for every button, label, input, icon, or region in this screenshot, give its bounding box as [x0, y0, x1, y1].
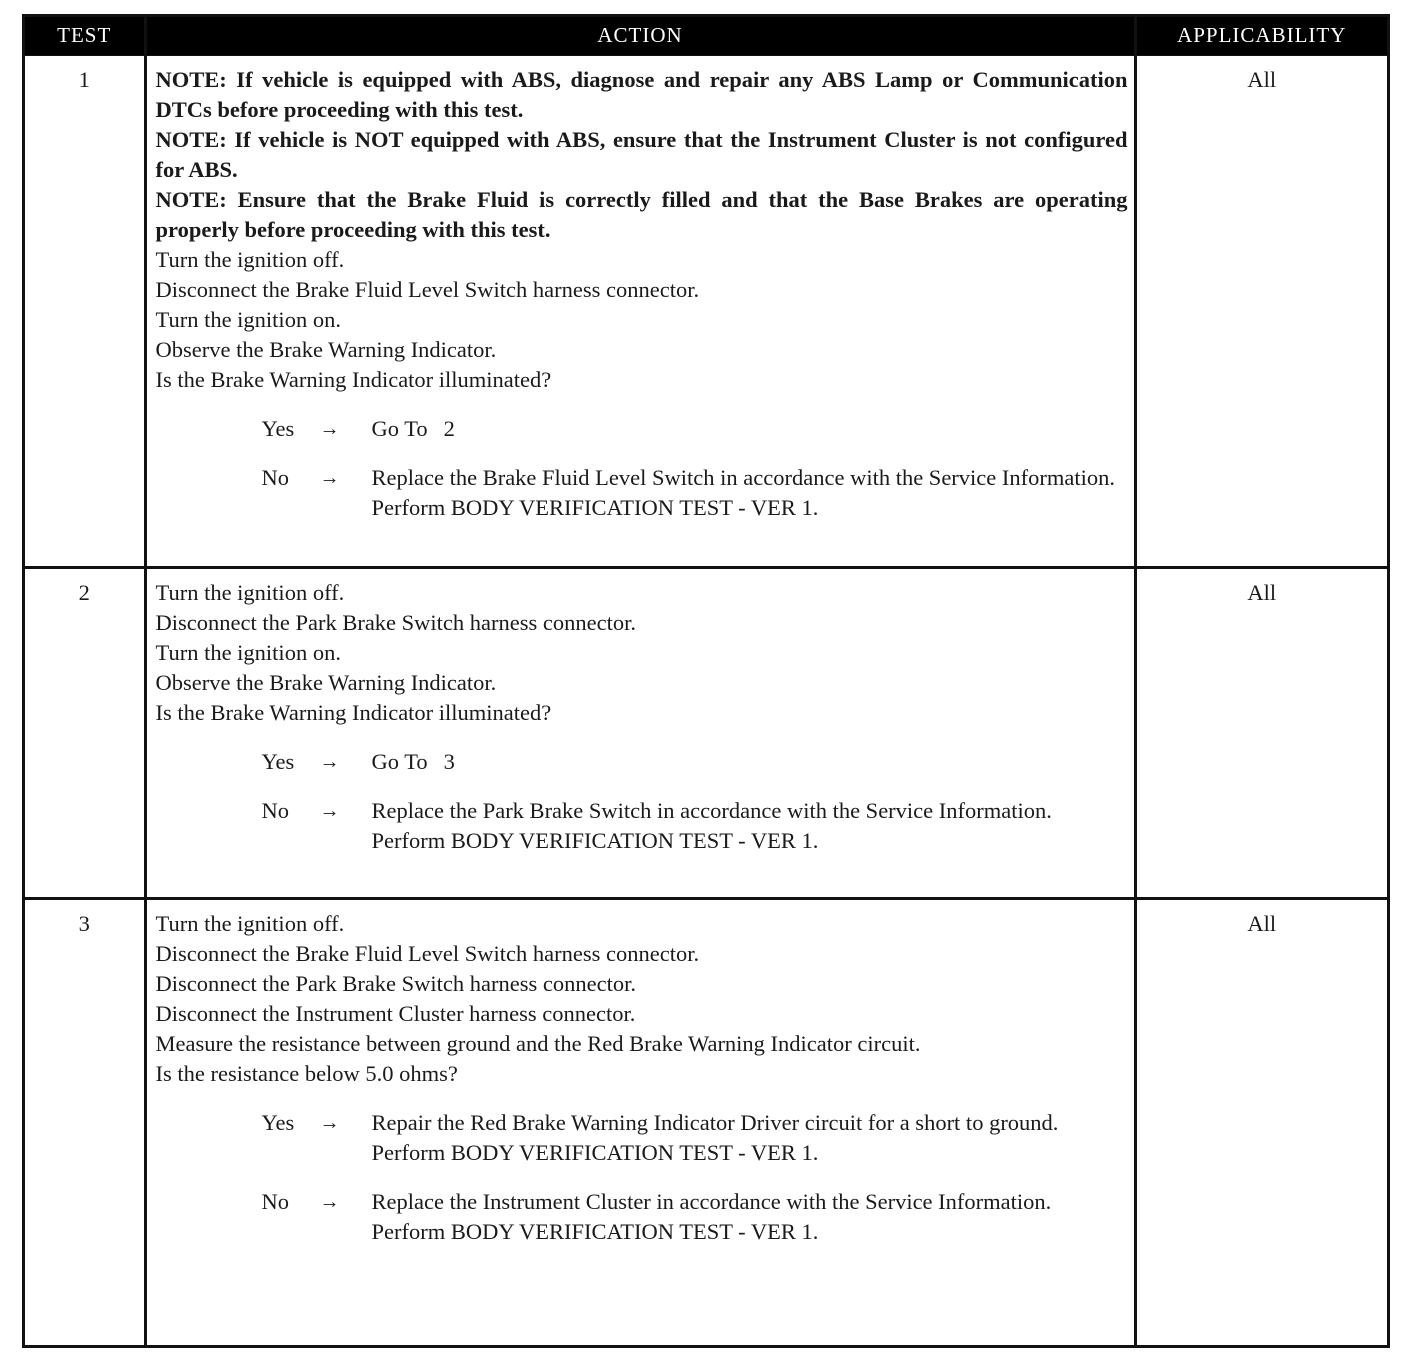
yes-answer: [156, 414, 1128, 444]
action-cell: [145, 898, 1135, 1345]
goto-label: Go To: [371, 415, 428, 441]
verification-text: Perform BODY VERIFICATION TEST - VER 1.: [371, 1139, 819, 1165]
no-result-text: Replace the Park Brake Switch in accordance with the Service Information.: [371, 797, 1052, 823]
right-arrow-icon: →: [319, 417, 340, 440]
step-text: Turn the ignition off.: [155, 579, 345, 605]
yes-result-text: Repair the Red Brake Warning Indicator Driver circuit for a short to ground.: [371, 1109, 1059, 1135]
action-cell: [145, 567, 1135, 898]
yes-label: Yes: [261, 748, 295, 774]
right-arrow-icon: →: [319, 1111, 340, 1134]
test-row-2: [25, 567, 1387, 898]
no-result: [372, 1187, 1128, 1247]
step-text: Observe the Brake Warning Indicator.: [155, 336, 497, 362]
verification-text: Perform BODY VERIFICATION TEST - VER 1.: [371, 827, 819, 853]
yes-label: Yes: [261, 1109, 295, 1135]
test-number: 3: [25, 898, 145, 1345]
diagnostic-table-page: [22, 14, 1390, 1348]
answer-block: [156, 747, 1128, 856]
step-text: Observe the Brake Warning Indicator.: [155, 669, 497, 695]
step-text: Disconnect the Brake Fluid Level Switch harness connector.: [155, 276, 700, 302]
action-cell: [145, 55, 1135, 567]
test-row-3: [25, 898, 1387, 1345]
yes-result: [372, 414, 1128, 444]
answer-block: [156, 1108, 1128, 1247]
no-result-text: Replace the Instrument Cluster in accordance with the Service Information.: [371, 1188, 1052, 1214]
step-text: Turn the ignition on.: [155, 306, 341, 332]
right-arrow-icon: →: [319, 466, 340, 489]
note-text: NOTE: If vehicle is equipped with ABS, diagnose and repair any ABS Lamp or Communication DTCs before proceeding with this test.: [155, 66, 1128, 122]
note-text: NOTE: Ensure that the Brake Fluid is correctly filled and that the Base Brakes are operating properly before proceeding with this test.: [155, 186, 1128, 242]
verification-text: Perform BODY VERIFICATION TEST - VER 1.: [371, 494, 819, 520]
no-result: [372, 463, 1128, 523]
no-result-text: Replace the Brake Fluid Level Switch in accordance with the Service Information.: [371, 464, 1115, 490]
step-text: Turn the ignition on.: [155, 639, 341, 665]
yes-result: [372, 747, 1128, 777]
step-text: Turn the ignition off.: [155, 910, 345, 936]
step-text: Disconnect the Brake Fluid Level Switch harness connector.: [155, 940, 700, 966]
step-text: Disconnect the Park Brake Switch harness connector.: [155, 970, 636, 996]
goto-target: 3: [443, 748, 455, 774]
verification-text: Perform BODY VERIFICATION TEST - VER 1.: [371, 1218, 819, 1244]
note-text: NOTE: If vehicle is NOT equipped with ABS, ensure that the Instrument Cluster is not configured for ABS.: [155, 126, 1128, 182]
applicability-value: All: [1135, 567, 1387, 898]
question-text: Is the resistance below 5.0 ohms?: [155, 1060, 458, 1086]
question-text: Is the Brake Warning Indicator illuminated?: [155, 699, 552, 725]
no-label: No: [261, 1188, 289, 1214]
table-header: [25, 17, 1387, 55]
right-arrow-icon: →: [319, 1190, 340, 1213]
test-number: 2: [25, 567, 145, 898]
applicability-value: All: [1135, 898, 1387, 1345]
no-answer: [156, 796, 1128, 856]
goto-label: Go To: [371, 748, 428, 774]
header-action: ACTION: [145, 17, 1135, 55]
no-answer: [156, 1187, 1128, 1247]
yes-answer: [156, 747, 1128, 777]
goto-target: 2: [443, 415, 455, 441]
right-arrow-icon: →: [319, 750, 340, 773]
test-row-1: [25, 55, 1387, 567]
step-text: Disconnect the Instrument Cluster harness connector.: [155, 1000, 636, 1026]
header-test: TEST: [25, 17, 145, 55]
right-arrow-icon: →: [319, 799, 340, 822]
step-text: Disconnect the Park Brake Switch harness connector.: [155, 609, 636, 635]
diagnostic-test-table: [25, 17, 1387, 1345]
no-label: No: [261, 464, 289, 490]
yes-result: [372, 1108, 1128, 1168]
no-result: [372, 796, 1128, 856]
answer-block: [156, 414, 1128, 523]
step-text: Measure the resistance between ground and the Red Brake Warning Indicator circuit.: [155, 1030, 921, 1056]
no-answer: [156, 463, 1128, 523]
yes-answer: [156, 1108, 1128, 1168]
header-applicability: APPLICABILITY: [1135, 17, 1387, 55]
applicability-value: All: [1135, 55, 1387, 567]
step-text: Turn the ignition off.: [155, 246, 345, 272]
question-text: Is the Brake Warning Indicator illuminated?: [155, 366, 552, 392]
no-label: No: [261, 797, 289, 823]
test-number: 1: [25, 55, 145, 567]
yes-label: Yes: [261, 415, 295, 441]
